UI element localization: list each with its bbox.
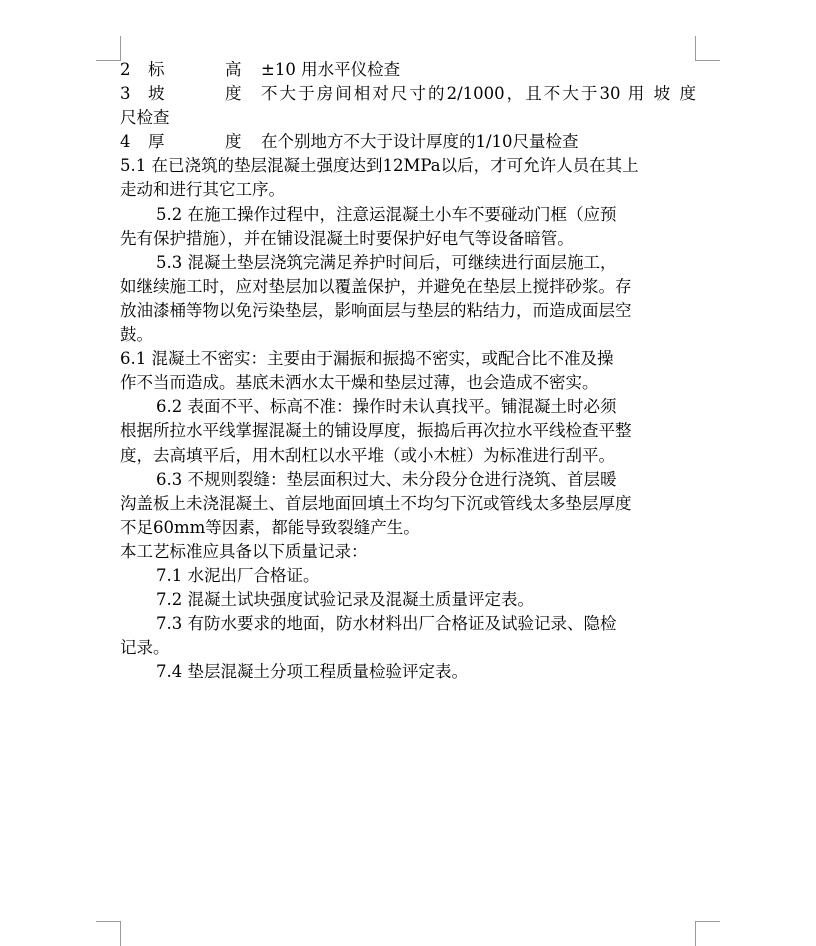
- crop-mark-bottom-right: [695, 921, 720, 946]
- row-item-char1: 坡: [148, 84, 165, 104]
- paragraph-line: 本工艺标准应具备以下质量记录：: [120, 541, 368, 561]
- paragraph-line: 鼓。: [120, 325, 153, 345]
- document-body: [120, 58, 696, 684]
- paragraph-line: 6.3 不规则裂缝：垫层面积过大、未分段分仓进行浇筑、首层暖: [156, 469, 617, 489]
- crop-mark-top-right: [695, 36, 720, 61]
- crop-mark-top-left: [96, 36, 121, 61]
- tolerance-row: [120, 58, 696, 82]
- paragraph-line: 5.3 混凝土垫层浇筑完满足养护时间后，可继续进行面层施工，: [156, 252, 617, 272]
- row-text: 在个别地方不大于设计厚度的1/10尺量检查: [261, 132, 579, 152]
- row-item-char2: 高: [225, 60, 242, 79]
- paragraph-line: 7.2 混凝土试块强度试验记录及混凝土质量评定表。: [156, 590, 534, 610]
- row-item-char1: 标: [148, 60, 165, 79]
- paragraph-line: 5.2 在施工操作过程中，注意运混凝土小车不要碰动门框（应预: [156, 204, 617, 224]
- paragraph-line: 作不当而造成。基底未洒水太干燥和垫层过薄，也会造成不密实。: [120, 373, 599, 393]
- paragraph-line: 度，去高填平后，用木刮杠以水平堆（或小木桩）为标准进行刮平。: [120, 445, 615, 465]
- row-text: ±10 用水平仪检查: [261, 60, 401, 79]
- paragraph-line: 先有保护措施），并在铺设混凝土时要保护好电气等设备暗管。: [120, 228, 574, 248]
- paragraph-line: 走动和进行其它工序。: [120, 180, 285, 200]
- row-text: 不大于房间相对尺寸的2/1000，且不大于30 用 坡 度: [261, 84, 696, 104]
- row-item-char2: 度: [225, 84, 242, 104]
- row-text-continuation: 尺检查: [120, 108, 170, 128]
- paragraph-line: 5.1 在已浇筑的垫层混凝土强度达到12MPa以后，才可允许人员在其上: [120, 156, 639, 176]
- tolerance-row: [120, 130, 696, 154]
- paragraph-line: 不足60mm等因素，都能导致裂缝产生。: [120, 517, 420, 537]
- tolerance-row: [120, 82, 696, 106]
- paragraph-line: 6.1 混凝土不密实：主要由于漏振和振捣不密实，或配合比不准及操: [120, 349, 614, 369]
- row-item-char1: 厚: [148, 132, 165, 152]
- paragraph-line: 记录。: [120, 638, 170, 658]
- crop-mark-bottom-left: [96, 921, 121, 946]
- paragraph-line: 7.4 垫层混凝土分项工程质量检验评定表。: [156, 662, 468, 682]
- paragraph-line: 根据所拉水平线掌握混凝土的铺设厚度，振捣后再次拉水平线检查平整: [120, 421, 632, 441]
- paragraph-line: 6.2 表面不平、标高不准：操作时未认真找平。铺混凝土时必须: [156, 397, 617, 417]
- paragraph-line: 7.1 水泥出厂合格证。: [156, 565, 320, 585]
- paragraph-line: 沟盖板上未浇混凝土、首层地面回填土不均匀下沉或管线太多垫层厚度: [120, 493, 632, 513]
- row-number: 3: [120, 84, 131, 104]
- paragraph-line: 如继续施工时，应对垫层加以覆盖保护，并避免在垫层上搅拌砂浆。存: [120, 276, 632, 296]
- paragraph-line: 7.3 有防水要求的地面，防水材料出厂合格证及试验记录、隐检: [156, 614, 617, 634]
- row-number: 2: [120, 60, 131, 79]
- paragraph-line: 放油漆桶等物以免污染垫层，影响面层与垫层的粘结力，而造成面层空: [120, 300, 632, 320]
- row-item-char2: 度: [225, 132, 242, 152]
- row-number: 4: [120, 132, 131, 152]
